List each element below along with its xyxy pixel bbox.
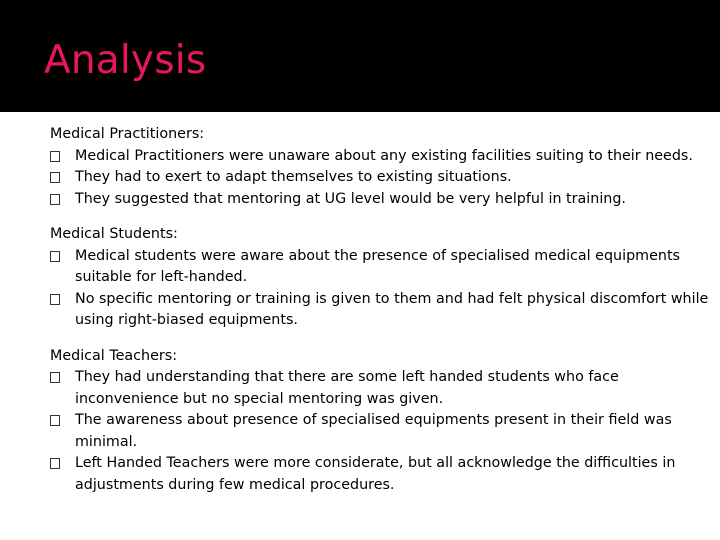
- bullet-text: Medical students were aware about the presence of specialised medical equipments suitable for left-handed.: [75, 247, 680, 285]
- bullet-text: Left Handed Teachers were more considerate, but all acknowledge the difficulties in adjustments during few medical procedures.: [75, 455, 676, 493]
- bullet-text: The awareness about presence of specialised equipments present in their field was minimal.: [75, 412, 672, 450]
- bullet-text: They had to exert to adapt themselves to existing situations.: [75, 169, 512, 185]
- section-heading: Medical Students:: [50, 226, 178, 242]
- title-bar: [0, 0, 720, 112]
- bullet-box-icon: [50, 458, 60, 469]
- bullet-box-icon: [50, 415, 60, 426]
- bullet-item: [50, 289, 714, 332]
- bullet-box-icon: [50, 151, 60, 162]
- bullet-text: No specific mentoring or training is given to them and had felt physical discomfort while using right-biased equipments.: [75, 290, 709, 328]
- section-heading: Medical Practitioners:: [50, 126, 205, 142]
- bullet-text: They suggested that mentoring at UG level would be very helpful in training.: [75, 190, 626, 207]
- bullet-item: [50, 453, 714, 496]
- bullet-item: [50, 246, 714, 289]
- bullet-box-icon: [50, 172, 60, 183]
- bullet-box-icon: [50, 251, 60, 262]
- bullet-item: [50, 367, 714, 410]
- section-medical-teachers: [50, 346, 714, 497]
- slide-content: [50, 124, 714, 510]
- bullet-text: Medical Practitioners were unaware about any existing facilities suiting to their needs.: [75, 147, 693, 164]
- slide-title: Analysis: [44, 38, 207, 83]
- bullet-item: [50, 167, 714, 189]
- bullet-item: [50, 189, 714, 211]
- section-medical-practitioners: [50, 124, 714, 210]
- section-heading: Medical Teachers:: [50, 347, 178, 364]
- section-medical-students: [50, 224, 714, 332]
- bullet-box-icon: [50, 372, 60, 383]
- bullet-item: [50, 146, 714, 168]
- bullet-item: [50, 410, 714, 453]
- bullet-text: They had understanding that there are some left handed students who face inconvenience but no special mentoring was given.: [75, 369, 619, 407]
- bullet-box-icon: [50, 294, 60, 305]
- bullet-box-icon: [50, 194, 60, 205]
